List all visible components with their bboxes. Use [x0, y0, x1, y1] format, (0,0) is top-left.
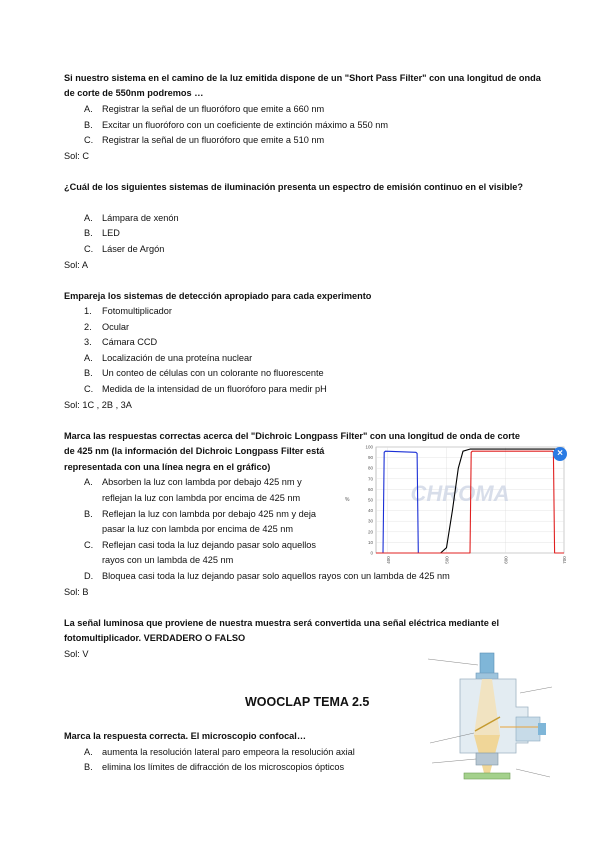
q6-option-a: A. aumenta la resolución lateral paro empeora la resolución axial [84, 747, 355, 757]
q1-solution: Sol: C [64, 151, 90, 161]
q4-option-a-cont: reflejan la luz con lambda por encima de 425 nm [102, 493, 301, 503]
q4-solution: Sol: B [64, 587, 89, 597]
q2-option-a: A. Lámpara de xenón [84, 213, 179, 223]
q4-option-b-cont: pasar la luz con lambda por encima de 425 nm [102, 524, 294, 534]
filter-spectrum-chart [340, 441, 572, 569]
question-4-line2: de 425 nm (la información del Dichroic Longpass Filter está [64, 446, 325, 456]
q4-option-c-cont: rayos con un lambda de 425 nm [102, 555, 234, 565]
chart-ytick-label: 0 [370, 550, 373, 556]
chart-ytick-label: 100 [365, 444, 373, 450]
q5-solution: Sol: V [64, 649, 89, 659]
q2-option-b: B. LED [84, 228, 120, 238]
q4-option-a: A. Absorben la luz con lambda por debajo 425 nm y [84, 477, 302, 487]
q4-option-c: C. Reflejan casi toda la luz dejando pasar solo aquellos [84, 540, 317, 550]
chart-ytick-label: 40 [367, 508, 373, 514]
question-4-line3: representada con una línea negra en el gráfico) [64, 462, 271, 472]
chart-xtick-label: 600 [503, 556, 509, 564]
close-icon[interactable]: × [553, 447, 567, 461]
chart-ytick-label: 20 [367, 529, 373, 535]
q3-item-a: A. Localización de una proteína nuclear [84, 353, 253, 363]
chart-ytick-label: 70 [367, 476, 373, 482]
chart-ytick-label: 80 [367, 465, 373, 471]
confocal-microscope-illustration [420, 645, 570, 795]
chart-ytick-label: 10 [367, 539, 373, 545]
q4-option-d: D. Bloquea casi toda la luz dejando pasar solo aquellos rayos con un lambda de 425 nm [84, 571, 450, 581]
section-heading: WOOCLAP TEMA 2.5 [245, 695, 370, 709]
q2-solution: Sol: A [64, 260, 89, 270]
q3-solution: Sol: 1C , 2B , 3A [64, 400, 132, 410]
q1-option-a: A. Registrar la señal de un fluoróforo que emite a 660 nm [84, 104, 325, 114]
chart-xtick-label: 700 [562, 556, 567, 564]
q4-option-b: B. Reflejan la luz con lambda por debajo 425 nm y deja [84, 509, 316, 519]
question-6-text: Marca la respuesta correcta. El microscopio confocal… [64, 731, 307, 741]
q1-option-b: B. Excitar un fluoróforo con un coeficiente de extinción máximo a 550 nm [84, 120, 388, 130]
q3-item-c: C. Medida de la intensidad de un fluoróforo para medir pH [84, 384, 327, 394]
q3-item-1: 1. Fotomultiplicador [84, 306, 172, 316]
question-4-line1: Marca las respuestas correctas acerca del "Dichroic Longpass Filter" con una longitud de onda de corte [64, 431, 520, 441]
chart-ylabel: % [345, 497, 350, 503]
chart-xtick-label: 400 [385, 556, 391, 564]
question-5-line1: La señal luminosa que proviene de nuestra muestra será convertida una señal eléctrica mediante el [64, 618, 500, 628]
question-5-line2: fotomultiplicador. VERDADERO O FALSO [64, 633, 246, 643]
question-1-text: Si nuestro sistema en el camino de la luz emitida dispone de un "Short Pass Filter" con una longitud de onda de corte de 550nm podremos … [64, 73, 541, 98]
q3-item-3: 3. Cámara CCD [84, 337, 158, 347]
chart-ytick-label: 30 [367, 518, 373, 524]
chart-watermark: CHROMA [410, 481, 510, 506]
chart-ytick-label: 60 [367, 486, 373, 492]
chart-xtick-label: 500 [444, 556, 450, 564]
q6-option-b: B. elimina los límites de difracción de los microscopios ópticos [84, 762, 345, 772]
chart-ytick-label: 50 [367, 497, 373, 503]
q3-item-b: B. Un conteo de células con un colorante no fluorescente [84, 368, 324, 378]
q3-item-2: 2. Ocular [84, 322, 130, 332]
question-3-text: Empareja los sistemas de detección apropiado para cada experimento [64, 291, 372, 301]
question-2-text: ¿Cuál de los siguientes sistemas de iluminación presenta un espectro de emisión continuo en el visible? [64, 182, 523, 192]
q2-option-c: C. Láser de Argón [84, 244, 165, 254]
q1-option-c: C. Registrar la señal de un fluoróforo que emite a 510 nm [84, 135, 325, 145]
chart-ytick-label: 90 [367, 455, 373, 461]
